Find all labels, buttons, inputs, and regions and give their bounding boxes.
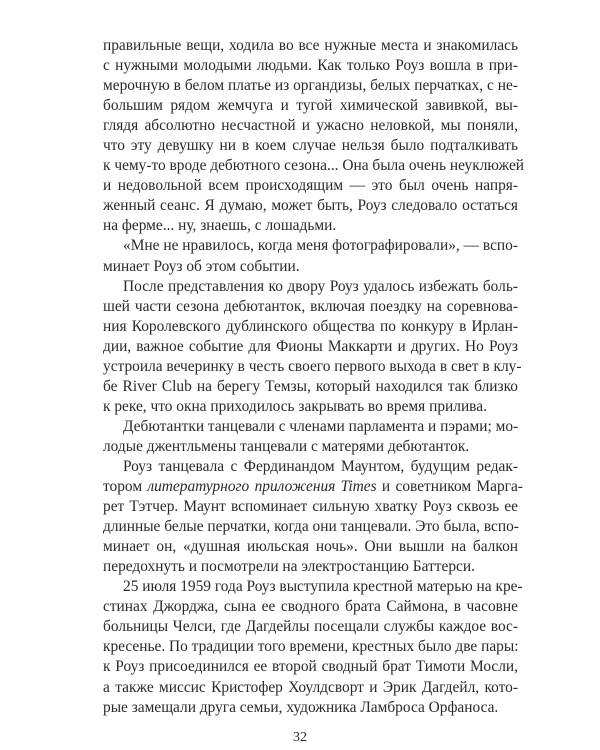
text-line: шей части сезона дебютанток, включая поездку на соревнова- bbox=[103, 297, 518, 315]
text-line: длинные белые перчатки, когда они танцевали. Это была, вспо- bbox=[103, 518, 519, 536]
text-line: кресенье. По традиции того времени, крестных было две пары: bbox=[103, 638, 519, 656]
text-line: рет Тэтчер. Маунт вспоминает сильную хватку Роуз сквозь ее bbox=[103, 498, 518, 516]
text-line: мерочную в белом платье из органдизы, белых перчатках, с не- bbox=[103, 77, 518, 95]
text-line: 25 июля 1959 года Роуз выступила крестной матерью на кре- bbox=[123, 578, 523, 596]
text-line: больницы Челси, где Дагдейлы посещали службы каждое вос- bbox=[103, 618, 518, 636]
italic-title: литературного приложения Times bbox=[147, 478, 377, 496]
text-line: бе River Club на берегу Темзы, который находился так близко bbox=[103, 377, 518, 395]
text-line: а также миссис Кристофер Хоулдсворт и Эрик Дагдейл, кото- bbox=[103, 678, 518, 696]
text-line: рые замещали друга семьи, художника Ламброса Орфаноса. bbox=[103, 698, 499, 716]
text-segment: тором bbox=[103, 478, 148, 496]
text-line: лодые джентльмены танцевали с матерями дебютанток. bbox=[103, 437, 470, 455]
text-line: минает Роуз об этом событии. bbox=[103, 257, 300, 275]
paragraph bbox=[103, 457, 523, 577]
text-segment: и советником Марга- bbox=[376, 478, 523, 496]
text-line bbox=[103, 477, 523, 497]
text-line: к Роуз присоединился ее второй сводный брат Тимоти Мосли, bbox=[103, 658, 518, 676]
page-body bbox=[103, 36, 525, 718]
paragraph bbox=[103, 36, 525, 236]
text-line: с нужными молодыми людьми. Как только Роуз вошла в при- bbox=[103, 57, 518, 75]
text-line: на ферме... ну, знаешь, с лошадьми. bbox=[103, 217, 337, 235]
paragraph bbox=[103, 236, 518, 276]
text-line: Роуз танцевала с Фердинандом Маунтом, будущим редак- bbox=[123, 457, 518, 475]
text-line: устроила вечеринку в честь своего первого выхода в свет в клу- bbox=[103, 357, 522, 375]
text-line: «Мне не нравилось, когда меня фотографировали», — вспо- bbox=[123, 237, 518, 255]
text-line: что эту девушку ни в коем случае нельзя было подталкивать bbox=[103, 137, 518, 155]
text-line: стинах Джорджа, сына ее сводного брата Саймона, в часовне bbox=[103, 598, 518, 616]
text-line: к реке, что окна приходилось закрывать во время прилива. bbox=[103, 397, 487, 415]
text-line: правильные вещи, ходила во все нужные места и знакомилась bbox=[103, 37, 518, 54]
paragraph bbox=[103, 417, 518, 457]
text-line: дии, важное событие для Фионы Маккарти и других. Но Роуз bbox=[103, 337, 518, 355]
text-line: Дебютантки танцевали с членами парламента и пэрами; мо- bbox=[123, 417, 519, 435]
text-line: к чему-то вроде дебютного сезона... Она была очень неуклюжей bbox=[103, 157, 525, 175]
text-line: передохнуть и посмотрели на электростанцию Баттерси. bbox=[103, 558, 475, 576]
text-line: минает он, «душная июльская ночь». Они вышли на балкон bbox=[103, 538, 518, 556]
paragraph bbox=[103, 577, 523, 717]
text-line: глядя абсолютно несчастной и ужасно неловкой, мы поняли, bbox=[103, 117, 518, 135]
text-line: женный сеанс. Я думаю, может быть, Роуз следовало остаться bbox=[103, 197, 518, 215]
paragraph bbox=[103, 277, 522, 417]
text-line: большим рядом жемчуга и тугой химической завивкой, вы- bbox=[103, 97, 518, 115]
page-number: 32 bbox=[293, 730, 307, 745]
text-line: После представления ко двору Роуз удалось избежать боль- bbox=[123, 277, 518, 295]
text-line: ния Королевского дублинского общества по конкуру в Ирлан- bbox=[103, 317, 518, 335]
text-line: и недовольной всем происходящим — это был очень напря- bbox=[103, 177, 518, 195]
